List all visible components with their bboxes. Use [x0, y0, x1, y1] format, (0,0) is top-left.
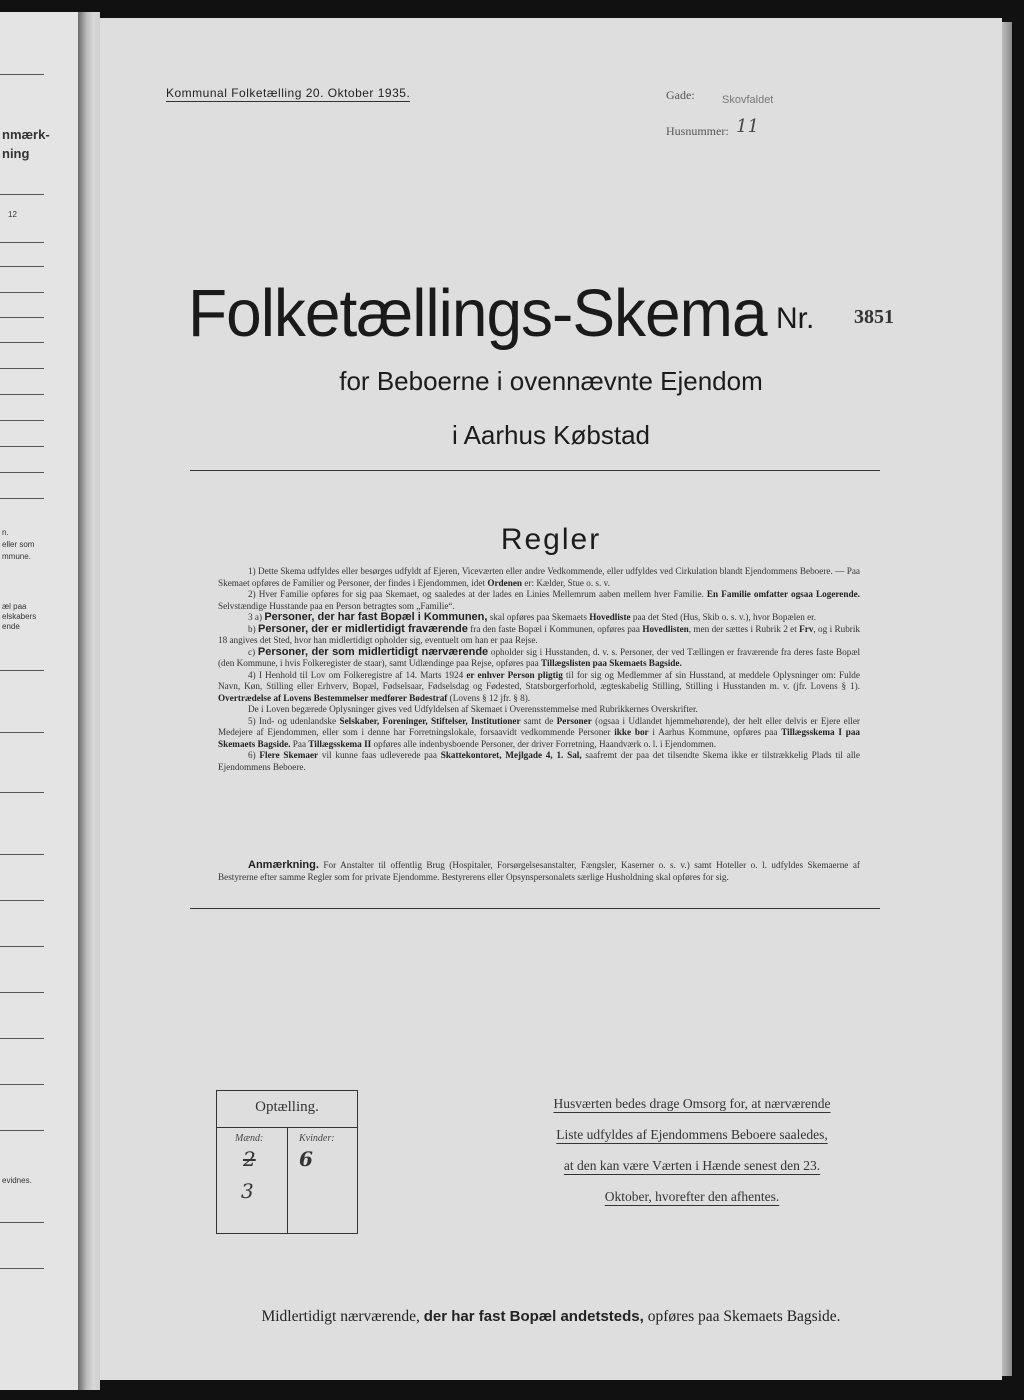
divider	[0, 1038, 44, 1039]
divider	[0, 446, 44, 447]
divider	[0, 1130, 44, 1131]
divider	[0, 732, 44, 733]
divider	[0, 74, 44, 75]
horizontal-rule	[190, 470, 880, 471]
divider	[0, 368, 44, 369]
anmaerkning-note	[218, 860, 860, 883]
divider	[0, 317, 44, 318]
husnummer-label: Husnummer:	[666, 124, 729, 138]
divider	[0, 242, 44, 243]
divider	[287, 1127, 288, 1233]
divider	[0, 292, 44, 293]
anmaerkning-text: For Anstalter til offentlig Brug (Hospitaler, Forsørgelsesanstalter, Fængsler, Kaserner o. s. v.) samt Hoteller o. l. udfyldes Skemaerne af Bestyrerne efter samme Regler som for private Ejendomme. Bestyrerens eller Opsynspersonalets særlige Husholdning skal opføres for sig.	[218, 860, 860, 882]
divider	[0, 472, 44, 473]
notice-line: at den kan være Værten i Hænde senest den 23.	[563, 1158, 821, 1173]
notice-line: Husværten bedes drage Omsorg for, at nærværende	[553, 1096, 831, 1111]
divider	[0, 670, 44, 671]
form-nr-label: Nr.	[776, 302, 815, 335]
rules-text	[218, 566, 860, 773]
notice-line: Liste udfyldes af Ejendommens Beboere saaledes,	[556, 1127, 828, 1142]
divider	[0, 946, 44, 947]
gade-value: Skovfaldet	[722, 94, 774, 106]
rule-2: 2) Hver Familie opføres for sig paa Skemaet, og saaledes at der lades en Linies Mellemrum aaben mellem hver Familie. En Familie omfatter ogsaa Logerende. Selvstændige Husstande paa en Person betragtes som „Familie“.	[218, 589, 860, 611]
divider	[0, 1222, 44, 1223]
page-fragment: elskabers	[2, 612, 37, 621]
husnummer-value: 11	[736, 116, 759, 137]
page-fragment: eller som	[2, 540, 35, 549]
landlord-notice	[512, 1094, 872, 1218]
form-subtitle-city: i Aarhus Købstad	[452, 420, 650, 450]
gade-label: Gade:	[666, 88, 695, 102]
count-box	[216, 1090, 358, 1234]
page-fragment: ende	[2, 622, 20, 631]
rule-4: 4) I Henhold til Lov om Folkeregistre af 14. Marts 1924 er enhver Person pligtig til for sig og Medlemmer af sin Husstand, at meddele Oplysninger om: Fulde Navn, Køn, Stilling eller Erhverv, Bopæl, Fødselsaar, Fødselsdag og Fødested, Statsborgerforhold, ægteskabelig Stilling, Stilling i Husstanden m. v. (jfr. Lovens § 1). Overtrædelse af Lovens Bestemmelser medfører Bødestraf (Lovens § 12 jfr. § 8).	[218, 669, 860, 703]
notice-line: Oktober, hvorefter den afhentes.	[604, 1189, 780, 1204]
divider	[0, 498, 44, 499]
maend-value: 3	[241, 1179, 254, 1203]
rule-3c: c) Personer, der som midlertidigt nærværende opholder sig i Husstanden, d. v. s. Personer, der ved Tællingen er fraværende fra deres faste Bopæl (den Kommune, i hvis Folkeregister de staar), samt Udlændinge paa Rejse, opføres paa Tillægslisten paa Skemaets Bagside.	[218, 645, 860, 668]
census-form-page	[100, 18, 1002, 1380]
form-subtitle: for Beboerne i ovennævnte Ejendom	[339, 366, 763, 396]
footer-note: Midlertidigt nærværende, der har fast Bopæl andetsteds, opføres paa Skemaets Bagside.	[261, 1308, 841, 1325]
horizontal-rule	[190, 908, 880, 909]
divider	[0, 1268, 44, 1269]
divider	[0, 1084, 44, 1085]
divider	[0, 342, 44, 343]
form-title: Folketællings-Skema	[188, 275, 767, 351]
page-fragment: evidnes.	[2, 1176, 32, 1185]
divider	[0, 394, 44, 395]
census-header: Kommunal Folketælling 20. Oktober 1935.	[166, 86, 411, 100]
rule-5: 5) Ind- og udenlandske Selskaber, Foreninger, Stiftelser, Institutioner samt de Personer (ogsaa i Udlandet hjemmehørende), der helt eller delvis er Ejere eller Medejere af Ejendommen, eller som i denne har Forretningslokale, forsaavidt vedkommende Personer ikke bor i Aarhus Kommune, opføres paa Tillægsskema I paa Skemaets Bagside. Paa Tillægsskema II opføres alle indenbysboende Personer, der driver Forretning, Haandværk o. l. i Ejendommen.	[218, 715, 861, 749]
form-number: 3851	[854, 306, 894, 328]
count-title: Optælling.	[255, 1099, 319, 1115]
kvinder-label: Kvinder:	[299, 1133, 335, 1144]
divider	[0, 420, 44, 421]
rule-4-note: De i Loven begærede Oplysninger gives ved Udfyldelsen af Skemaet i Overensstemmelse med Rubrikkernes Overskrifter.	[248, 704, 698, 714]
rule-3a: 3 a) Personer, der har fast Bopæl i Kommunen, skal opføres paa Skemaets Hovedliste paa det Sted (Hus, Skib o. s. v.), hvor Bopælen er.	[248, 611, 817, 623]
divider	[0, 992, 44, 993]
divider	[0, 854, 44, 855]
page-fragment: 12	[8, 210, 17, 219]
rule-3b: b) Personer, der er midlertidigt fraværende fra den faste Bopæl i Kommunen, opføres paa Hovedlisten, men der sættes i Rubrik 2 et Frv, og i Rubrik 18 angives det Sted, hvor han midlertidigt opholder sig, eventuelt om han er paa Rejse.	[218, 622, 861, 645]
adjacent-page-strip	[0, 12, 79, 1390]
anmaerkning-label: Anmærkning.	[248, 859, 319, 871]
page-fragment: ning	[2, 146, 30, 161]
page-fragment: n.	[2, 528, 9, 537]
page-edge	[1002, 22, 1012, 1376]
rule-1: 1) Dette Skema udfyldes eller besørges udfyldt af Ejeren, Viceværten eller andre Vedkommende, eller udfyldes ved Cirkulation blandt Ejendommens Beboere. — Paa Skemaet opføres de Familier og Personer, der findes i Ejendommen, idet Ordenen er: Kælder, Stue o. s. v.	[218, 566, 860, 588]
page-fragment: æl paa	[2, 602, 27, 611]
divider	[0, 900, 44, 901]
book-spine	[78, 12, 100, 1390]
maend-value-crossed: 2	[243, 1147, 256, 1171]
rules-heading: Regler	[500, 523, 602, 556]
rule-6: 6) Flere Skemaer vil kunne faas udleverede paa Skattekontoret, Mejlgade 4, 1. Sal, saafremt der paa det tilsendte Skema ikke er tilstrækkelig Plads til alle Ejendommens Beboere.	[218, 750, 860, 772]
page-fragment: nmærk-	[2, 127, 50, 142]
page-fragment: mmune.	[2, 552, 31, 561]
divider	[0, 792, 44, 793]
maend-label: Mænd:	[235, 1133, 264, 1144]
divider	[0, 194, 44, 195]
divider	[0, 266, 44, 267]
kvinder-value: 6	[299, 1147, 313, 1171]
